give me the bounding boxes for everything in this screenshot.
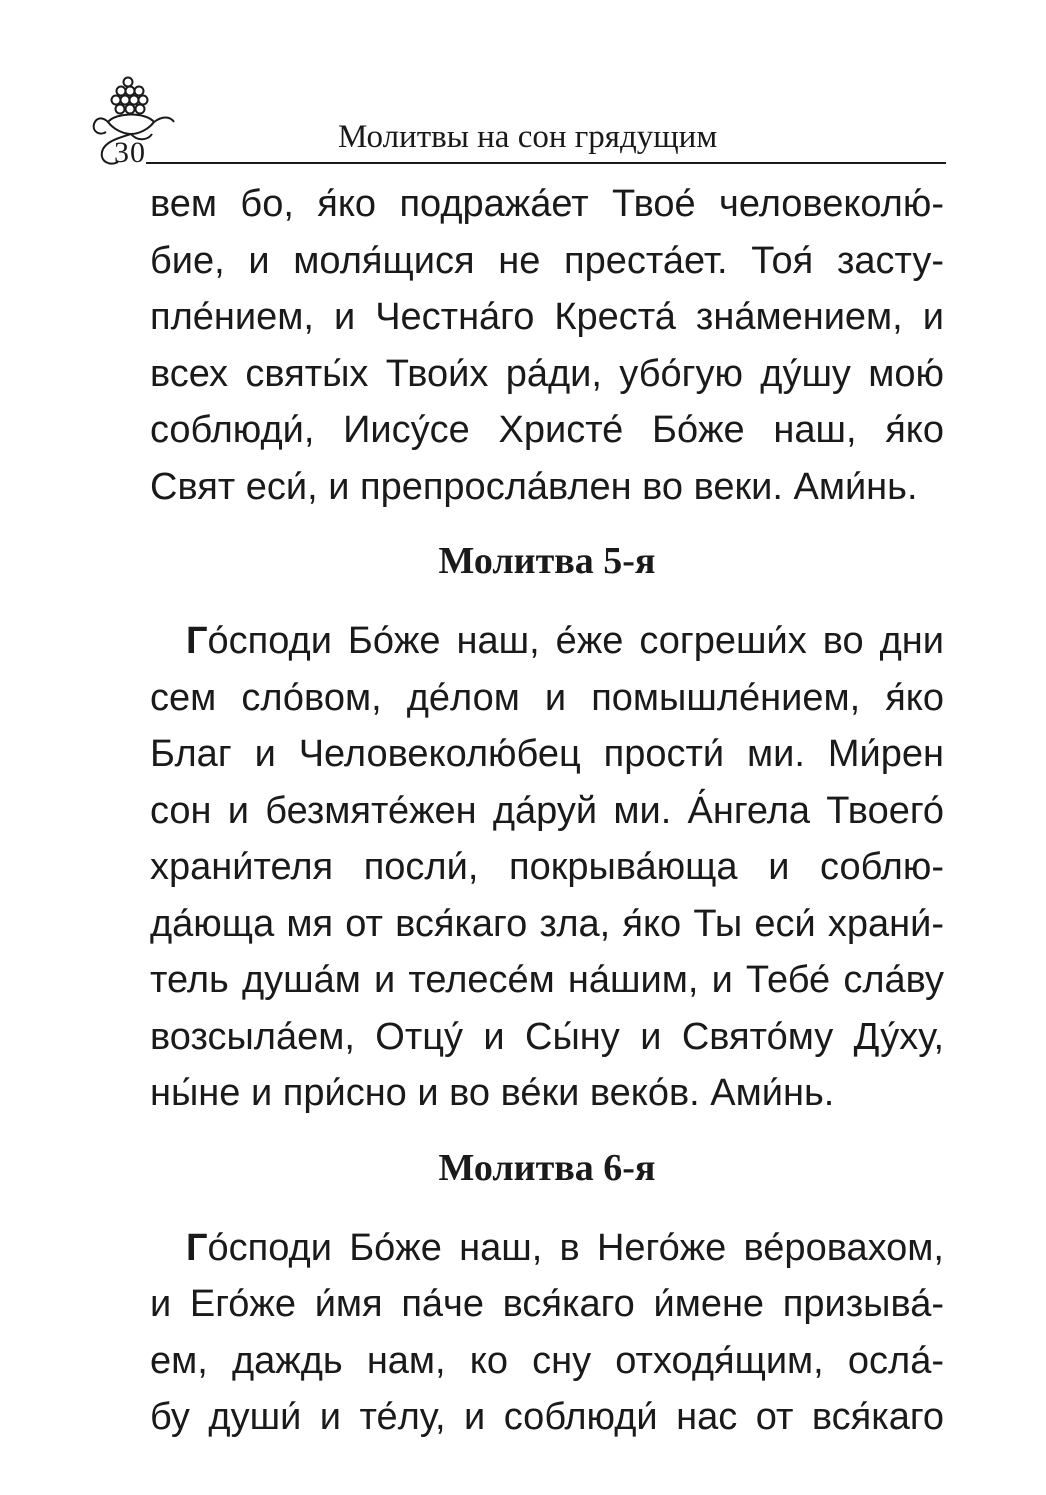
- prayer-6-title: Молитва 6-я: [438, 1146, 656, 1189]
- text-line: вем бо, я́ко подража́ет Твое́ человеколю́-: [150, 183, 944, 225]
- text-line: пле́нием, и Честна́го Креста́ зна́мением, и: [150, 296, 944, 338]
- first-line-text: о́споди Бо́же наш, в Него́же ве́ровахом,: [207, 1226, 944, 1269]
- page-number: 30: [114, 136, 146, 169]
- text-line: Свят еси́, и препросла́влен во веки. Ами́нь.: [150, 465, 918, 508]
- text-line: [150, 1220, 944, 1277]
- prayer-5-text: [150, 613, 944, 1122]
- page-body: [150, 176, 944, 1446]
- page-header: [88, 72, 948, 168]
- text-line: бие, и моля́щися не преста́ет. Тоя́ засту-: [150, 239, 944, 282]
- prayer-5-title: Молитва 5-я: [438, 540, 656, 582]
- text-line: и Его́же и́мя па́че вся́каго и́мене призыва́-: [150, 1283, 944, 1325]
- text-line: ны́не и при́сно и во ве́ки веко́в. Ами́нь.: [150, 1072, 835, 1114]
- prayer-6-text: [150, 1220, 944, 1446]
- initial-letter: Г: [186, 1226, 208, 1269]
- text-line: храни́теля посли́, покрыва́юща и соблю-: [150, 846, 944, 888]
- continued-paragraph: [150, 176, 944, 515]
- text-line: бу души́ и те́лу, и соблюди́ нас от вся́каго: [150, 1396, 944, 1438]
- text-line: всех святы́х Твои́х ра́ди, убо́гую ду́шу мою́: [150, 352, 944, 395]
- text-line: ем, даждь нам, ко сну отходя́щим, осла́-: [150, 1339, 944, 1382]
- first-line-text: о́споди Бо́же наш, е́же согреши́х во дни: [207, 620, 944, 662]
- text-line: сон и безмяте́жен да́руй ми. А́нгела Твоего́: [150, 789, 944, 832]
- text-line: тель душа́м и телесе́м на́шим, и Тебе́ сла́ву: [150, 959, 944, 1001]
- text-line: Благ и Человеколю́бец прости́ ми. Ми́рен: [150, 733, 944, 775]
- text-line: соблюди́, Иису́се Христе́ Бо́же наш, я́ко: [150, 409, 944, 451]
- text-line: возсыла́ем, Отцу́ и Сы́ну и Свято́му Ду́ху,: [150, 1015, 944, 1058]
- text-line: [150, 613, 944, 670]
- running-head: Молитвы на сон грядущим: [338, 119, 718, 155]
- header-rule: [146, 162, 946, 164]
- initial-letter: Г: [186, 620, 208, 662]
- text-line: сем сло́вом, де́лом и помышле́нием, я́ко: [150, 676, 944, 719]
- text-line: да́юща мя от вся́каго зла, я́ко Ты еси́ храни́-: [150, 902, 944, 945]
